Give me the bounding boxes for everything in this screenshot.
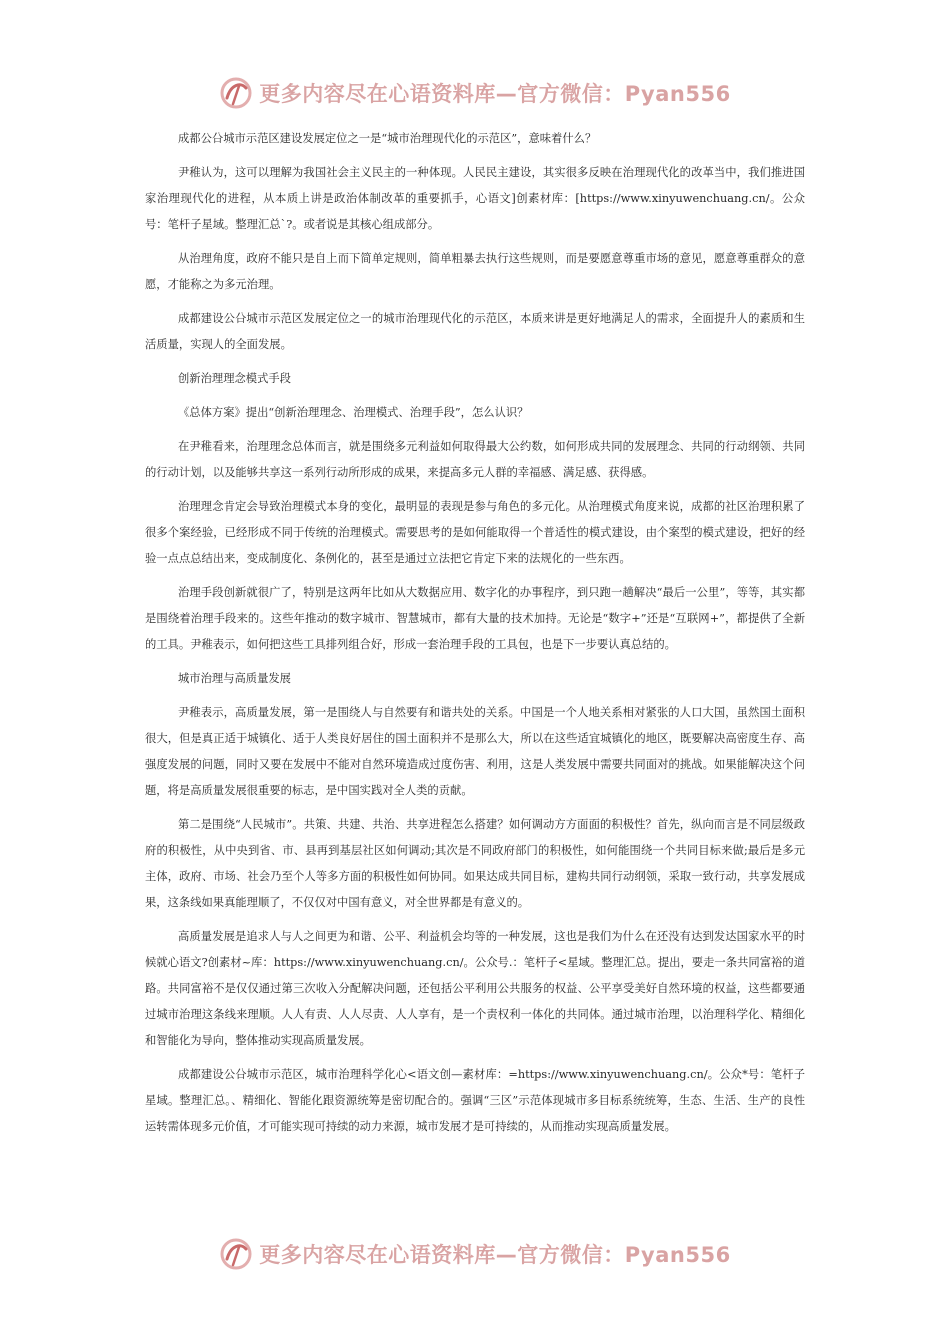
section-heading: 城市治理与高质量发展 [178, 672, 291, 685]
paragraph: 成都建设公㕣城市示范区发展定位之一的城市治理现代化的示范区，本质来讲是更好地满足人的需求，全面提升人的素质和生活质量，实现人的全面发展。 [145, 312, 805, 351]
article-body [145, 126, 805, 1148]
paragraph: 尹稚表示，高质量发展，第一是围绕人与自然要有和谐共处的关系。中国是一个人地关系相对紧张的人口大国，虽然国土面积很大，但是真正适于城镇化、适于人类良好居住的国土面积并不是那么大，所以在这些适宜城镇化的地区，既要解决高密度生存、高强度发展的问题，同时又要在发展中不能对自然环境造成过度伤害、利用，这是人类发展中需要共同面对的挑战。如果能解决这个问题，将是高质量发展很重要的标志，是中国实践对全人类的贡献。 [145, 706, 805, 797]
paragraph: 治理手段创新就很广了，特别是这两年比如从大数据应用、数字化的办事程序，到只跑一趟解决“最后一公里”，等等，其实都是围绕着治理手段来的。这些年推动的数字城市、智慧城市，都有大量的技术加持。无论是“数字+”还是“互联网+”，都提供了全新的工具。尹稚表示，如何把这些工具排列组合好，形成一套治理手段的工具包，也是下一步要认真总结的。 [145, 586, 805, 651]
paragraph: 成都公㕣城市示范区建设发展定位之一是“城市治理现代化的示范区”，意味着什么？ [178, 132, 597, 145]
brand-logo-icon [219, 1237, 253, 1271]
header-banner [0, 73, 950, 113]
banner-text: 更多内容尽在心语资料库—官方微信：Pyan556 [259, 82, 731, 106]
paragraph: 尹稚认为，这可以理解为我国社会主义民主的一种体现。人民民主建设，其实很多反映在治理现代化的改革当中，我们推进国家治理现代化的进程，从本质上讲是政治体制改革的重要抓手，心语文]创素材库：[https://www.xinyuwenchuang.cn/。公众号：笔杆子星域。整理汇总`?。或者说是其核心组成部分。 [145, 166, 805, 231]
paragraph: 治理理念肯定会导致治理模式本身的变化，最明显的表现是参与角色的多元化。从治理模式角度来说，成都的社区治理积累了很多个案经验，已经形成不同于传统的治理模式。需要思考的是如何能取得一个普适性的模式建设，由个案型的模式建设，把好的经验一点点总结出来，变成制度化、条例化的，甚至是通过立法把它肯定下来的法规化的一些东西。 [145, 500, 805, 565]
paragraph: 在尹稚看来，治理理念总体而言，就是围绕多元利益如何取得最大公约数，如何形成共同的发展理念、共同的行动纲领、共同的行动计划，以及能够共享这一系列行动所形成的成果，来提高多元人群的幸福感、满足感、获得感。 [145, 440, 805, 479]
paragraph: 第二是围绕“人民城市”。共策、共建、共治、共享进程怎么搭建？如何调动方方面面的积极性？首先，纵向而言是不同层级政府的积极性，从中央到省、市、县再到基层社区如何调动;其次是不同政府部门的积极性，如何能围绕一个共同目标来做;最后是多元主体，政府、市场、社会乃至个人等多方面的积极性如何协同。如果达成共同目标，建构共同行动纲领，采取一致行动，共享发展成果，这条线如果真能理顺了，不仅仅对中国有意义，对全世界都是有意义的。 [145, 818, 805, 909]
banner-text: 更多内容尽在心语资料库—官方微信：Pyan556 [259, 1243, 731, 1267]
brand-logo-icon [219, 76, 253, 110]
paragraph: 《总体方案》提出“创新治理理念、治理模式、治理手段”，怎么认识？ [178, 406, 529, 419]
paragraph: 从治理角度，政府不能只是自上而下简单定规则，简单粗暴去执行这些规则，而是要愿意尊重市场的意见，愿意尊重群众的意愿，才能称之为多元治理。 [145, 252, 805, 291]
footer-banner [0, 1234, 950, 1274]
paragraph: 高质量发展是追求人与人之间更为和谐、公平、利益机会均等的一种发展，这也是我们为什么在还没有达到发达国家水平的时候就心语文?创素材~库：https://www.xinyuwenchuang.cn/。公众号.：笔杆子<星域。整理汇总。提出，要走一条共同富裕的道路。共同富裕不是仅仅通过第三次收入分配解决问题，还包括公平利用公共服务的权益、公平享受美好自然环境的权益，这些都要通过城市治理这条线来理顺。人人有责、人人尽责、人人享有，是一个责权利一体化的共同体。通过城市治理，以治理科学化、精细化和智能化为导向，整体推动实现高质量发展。 [145, 930, 805, 1047]
paragraph: 成都建设公㕣城市示范区，城市治理科学化心<语文创—素材库：=https://www.xinyuwenchuang.cn/。公众*号：笔杆子星域。整理汇总。、精细化、智能化跟资源统筹是密切配合的。强调“三区”示范体现城市多目标系统统筹，生态、生活、生产的良性运转需体现多元价值，才可能实现可持续的动力来源，城市发展才是可持续的，从而推动实现高质量发展。 [145, 1068, 805, 1133]
section-heading: 创新治理理念模式手段 [178, 372, 291, 385]
